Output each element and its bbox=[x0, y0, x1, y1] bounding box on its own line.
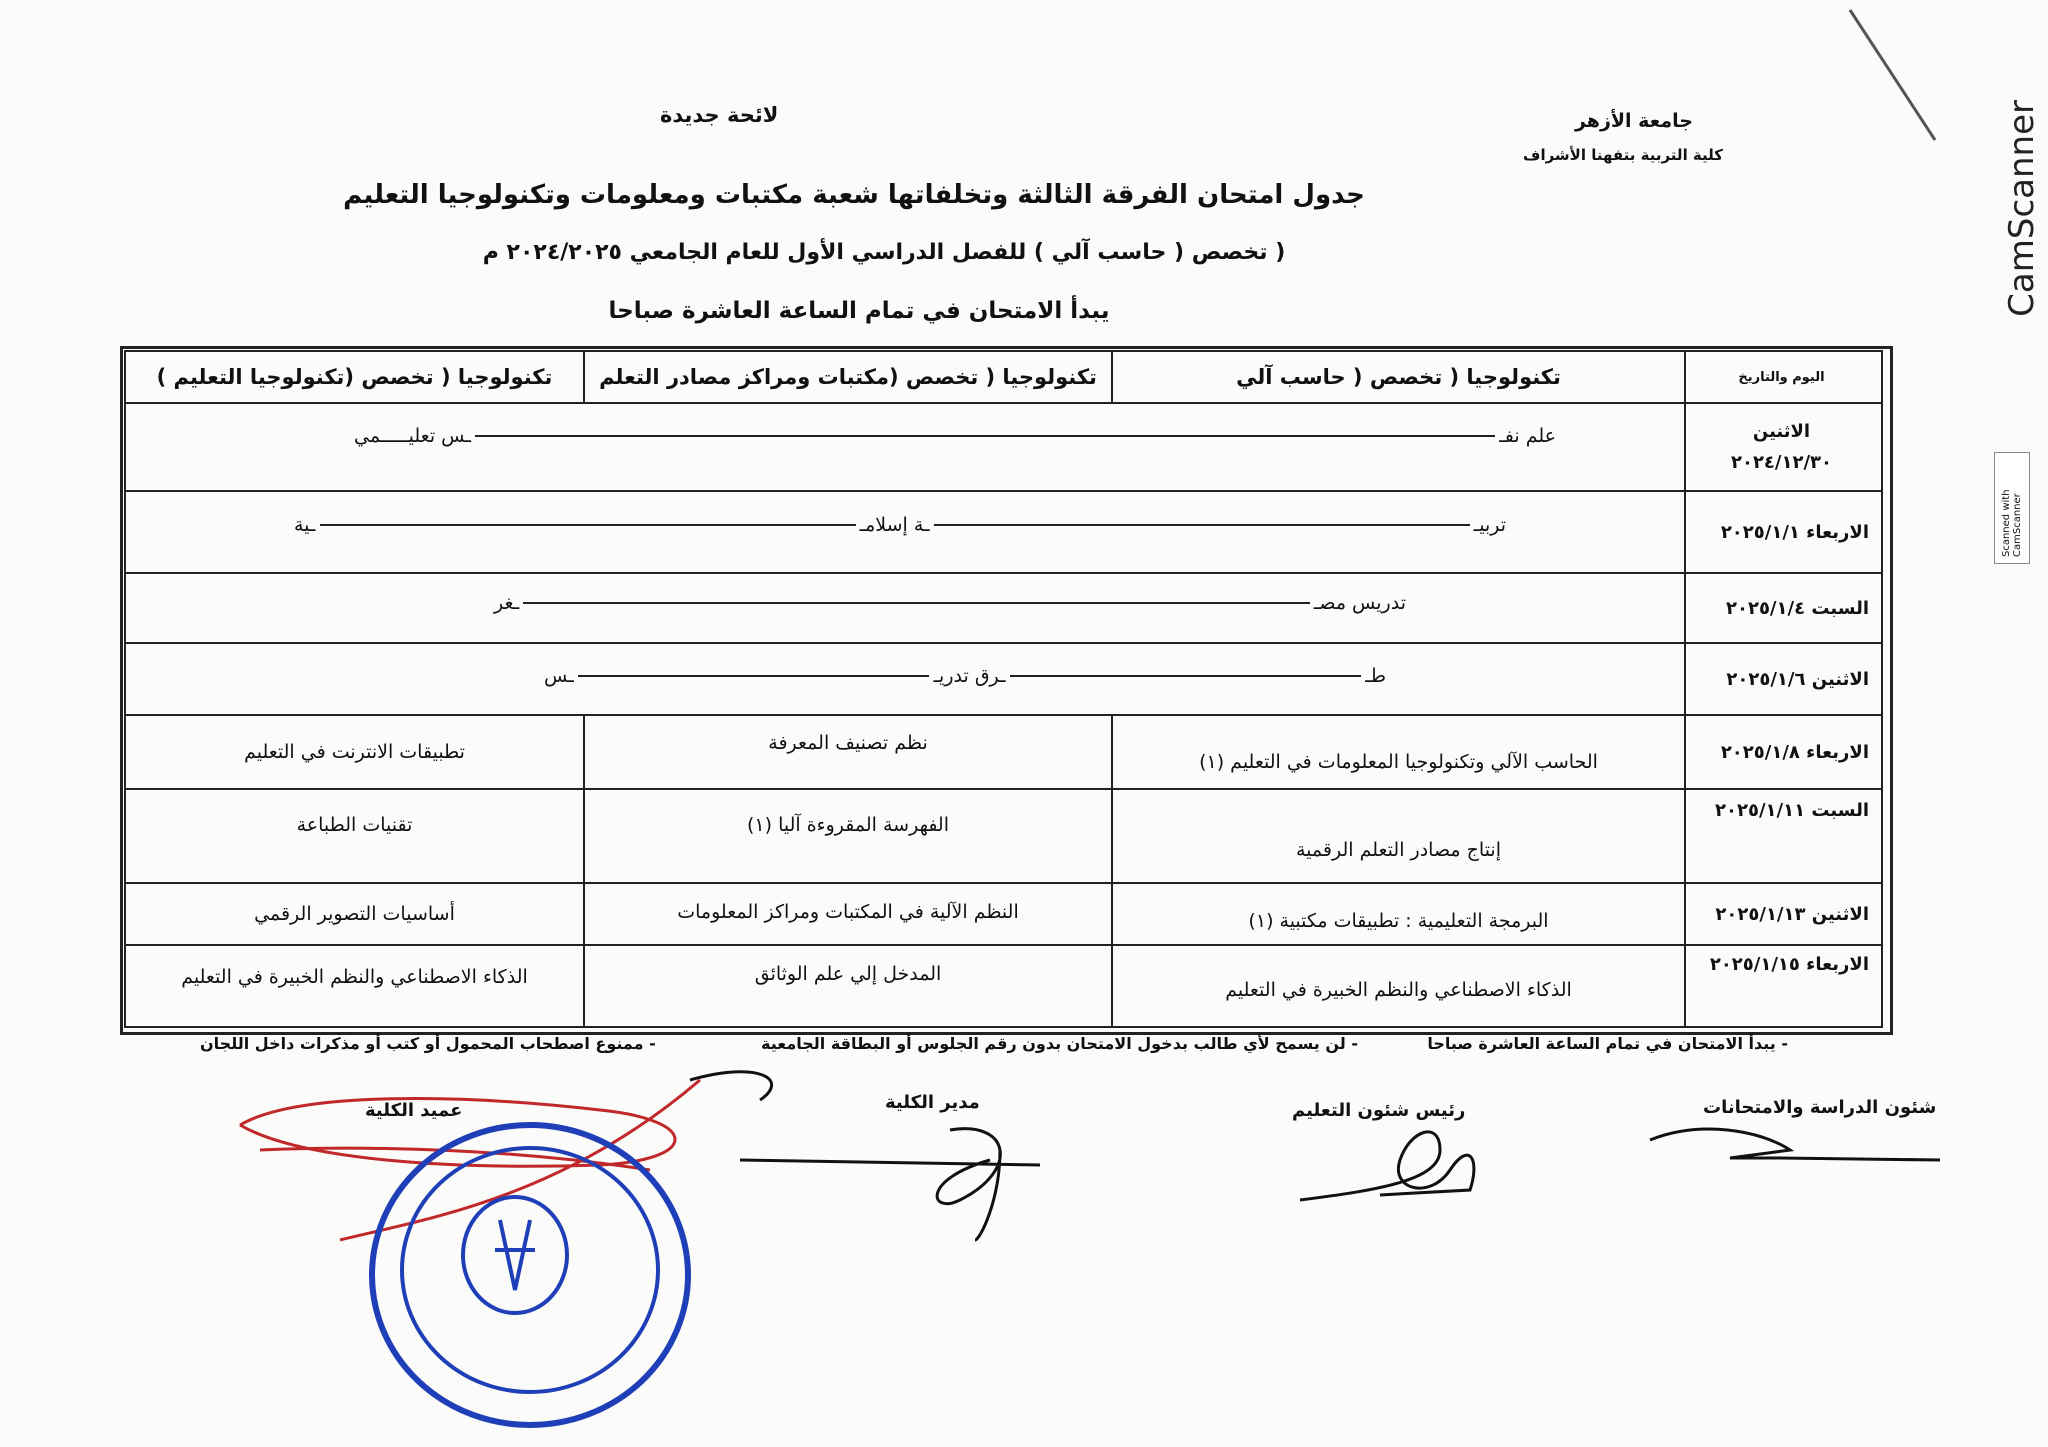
signatory-exams-affairs: شئون الدراسة والامتحانات bbox=[1703, 1097, 1937, 1118]
exam-date: ٢٠٢٥/١/٤ bbox=[1725, 597, 1806, 619]
stamp-outer-ring bbox=[372, 1125, 688, 1425]
subject-part-right: تربيـ bbox=[1473, 514, 1506, 536]
header-edtech-specialty: تكنولوجيا ( تخصص (تكنولوجيا التعليم ) bbox=[125, 351, 584, 403]
exam-date: ٢٠٢٥/١/١٥ bbox=[1709, 954, 1800, 975]
note-no-phones: - ممنوع اصطحاب المحمول أو كتب أو مذكرات داخل اللجان bbox=[200, 1034, 656, 1053]
note-id-required: - لن يسمح لأي طالب بدخول الامتحان بدون رقم الجلوس أو البطاقة الجامعية bbox=[761, 1034, 1358, 1053]
new-regulation-label: لائحة جديدة bbox=[660, 103, 779, 127]
header-day-date: اليوم والتاريخ bbox=[1685, 351, 1882, 403]
subject-part-left: ـية bbox=[294, 514, 316, 536]
day-name: الاثنين bbox=[1811, 668, 1869, 690]
subject-libraries: الفهرسة المقروءة آليا (١) bbox=[584, 789, 1112, 883]
subject-part-middle: ـرق تدريـ bbox=[933, 665, 1006, 687]
signatory-education-affairs-head: رئيس شئون التعليم bbox=[1292, 1100, 1466, 1121]
subject-edtech: أساسيات التصوير الرقمي bbox=[125, 883, 584, 945]
exam-date: ٢٠٢٤/١٢/٣٠ bbox=[1730, 452, 1833, 473]
signature-education-head bbox=[1300, 1132, 1474, 1200]
note-start-time: - يبدأ الامتحان في تمام الساعة العاشرة صباحا bbox=[1427, 1034, 1788, 1053]
subject-libraries: نظم تصنيف المعرفة bbox=[584, 715, 1112, 789]
subject-computer: البرمجة التعليمية : تطبيقات مكتبية (١) bbox=[1112, 883, 1685, 945]
corner-mark bbox=[1850, 10, 1935, 140]
subject-libraries: النظم الآلية في المكتبات ومراكز المعلومات bbox=[584, 883, 1112, 945]
subject-libraries: المدخل إلي علم الوثائق bbox=[584, 945, 1112, 1027]
faculty-stamp bbox=[372, 1125, 688, 1425]
exam-date: ٢٠٢٥/١/١٣ bbox=[1715, 903, 1806, 925]
header-libraries-specialty: تكنولوجيا ( تخصص (مكتبات ومراكز مصادر التعلم bbox=[584, 351, 1112, 403]
day-name: الاربعاء bbox=[1806, 521, 1869, 543]
camscanner-watermark: CamScanner bbox=[2002, 100, 2042, 317]
subject-part-right: تدريس مصـ bbox=[1313, 592, 1406, 614]
exam-date: ٢٠٢٥/١/١ bbox=[1720, 521, 1800, 543]
header-computer-specialty: تكنولوجيا ( تخصص ( حاسب آلي bbox=[1112, 351, 1685, 403]
subject-part-right: علم نفـ bbox=[1499, 425, 1556, 447]
signatory-faculty-director: مدير الكلية bbox=[885, 1092, 980, 1113]
day-name: الاربعاء bbox=[1806, 954, 1869, 975]
subject-part-right: طـ bbox=[1365, 665, 1386, 687]
day-name: الاثنين bbox=[1811, 903, 1869, 925]
camscanner-badge bbox=[1994, 452, 2030, 564]
stamp-emblem bbox=[463, 1197, 567, 1313]
start-time-heading: يبدأ الامتحان في تمام الساعة العاشرة صباحا bbox=[608, 298, 1110, 324]
camscanner-badge-text: Scanned with CamScanner bbox=[2001, 489, 2023, 557]
schedule-title: جدول امتحان الفرقة الثالثة وتخلفاتها شعبة مكتبات ومعلومات وتكنولوجيا التعليم bbox=[343, 180, 1365, 210]
day-name: الاربعاء bbox=[1806, 741, 1869, 763]
day-name: السبت bbox=[1811, 800, 1869, 821]
day-name: الاثنين bbox=[1752, 421, 1811, 442]
signature-director bbox=[690, 1072, 1040, 1240]
subject-computer: إنتاج مصادر التعلم الرقمية bbox=[1112, 789, 1685, 883]
faculty-name: كلية التربية بتفهنا الأشراف bbox=[1523, 146, 1723, 164]
university-name: جامعة الأزهر bbox=[1574, 110, 1693, 132]
signature-exams bbox=[1650, 1129, 1940, 1160]
stamp-emblem-figure bbox=[495, 1220, 535, 1290]
subject-computer: الحاسب الآلي وتكنولوجيا المعلومات في التعليم (١) bbox=[1112, 715, 1685, 789]
subject-part-left: ـس تعليـــــمي bbox=[354, 425, 471, 447]
subject-part-left: ـس bbox=[544, 665, 574, 687]
subject-edtech: تقنيات الطباعة bbox=[125, 789, 584, 883]
exam-date: ٢٠٢٥/١/٦ bbox=[1726, 668, 1806, 690]
subject-part-middle: ـة إسلامـ bbox=[859, 514, 930, 536]
schedule-subtitle: ( تخصص ( حاسب آلي ) للفصل الدراسي الأول للعام الجامعي ٢٠٢٤/٢٠٢٥ م bbox=[482, 240, 1286, 265]
subject-computer: الذكاء الاصطناعي والنظم الخبيرة في التعليم bbox=[1112, 945, 1685, 1027]
subject-edtech: الذكاء الاصطناعي والنظم الخبيرة في التعليم bbox=[125, 945, 584, 1027]
exam-date: ٢٠٢٥/١/٨ bbox=[1720, 741, 1800, 763]
signatory-dean: عميد الكلية bbox=[365, 1100, 463, 1121]
subject-part-left: ـغر bbox=[494, 592, 520, 614]
day-name: السبت bbox=[1811, 597, 1869, 619]
subject-edtech: تطبيقات الانترنت في التعليم bbox=[125, 715, 584, 789]
exam-date: ٢٠٢٥/١/١١ bbox=[1715, 800, 1806, 821]
